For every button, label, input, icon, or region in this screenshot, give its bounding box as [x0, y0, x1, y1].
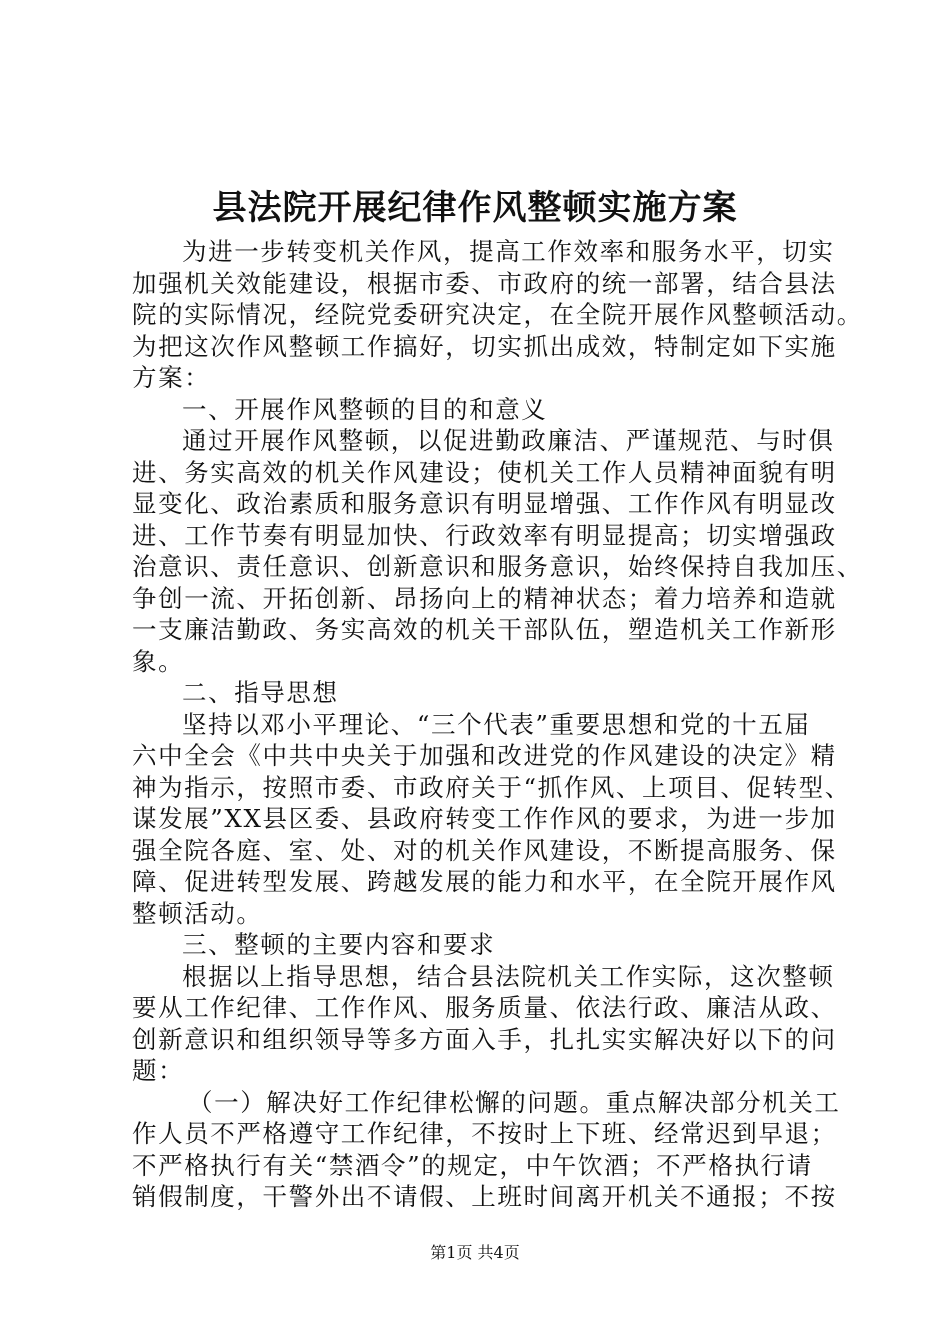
text-line: 创新意识和组织领导等多方面入手，扎扎实实解决好以下的问 [132, 1024, 837, 1054]
text-line: 坚持以邓小平理论、“三个代表”重要思想和党的十五届 [182, 709, 811, 739]
text-line: 强全院各庭、室、处、对的机关作风建设，不断提高服务、保 [132, 835, 837, 865]
text-line: 象。 [132, 646, 185, 676]
text-line: 方案： [132, 363, 211, 392]
text-line: （一）解决好工作纪律松懈的问题。重点解决部分机关工 [188, 1087, 841, 1117]
section-heading: 一、开展作风整顿的目的和意义 [182, 394, 548, 424]
text-line: 争创一流、开拓创新、昂扬向上的精神状态；着力培养和造就 [132, 583, 837, 613]
text-line: 进、务实高效的机关作风建设；使机关工作人员精神面貌有明 [132, 457, 837, 487]
text-line: 根据以上指导思想，结合县法院机关工作实际，这次整顿 [182, 961, 835, 991]
text-line: 加强机关效能建设，根据市委、市政府的统一部署，结合县法 [132, 268, 837, 298]
text-line: 进、工作节奏有明显加快、行政效率有明显提高；切实增强政 [132, 520, 837, 550]
text-line: 不严格执行有关“禁酒令”的规定，中午饮酒；不严格执行请 [132, 1150, 813, 1180]
text-line: 要从工作纪律、工作作风、服务质量、依法行政、廉洁从政、 [132, 993, 837, 1022]
text-line: 障、促进转型发展、跨越发展的能力和水平，在全院开展作风 [132, 867, 837, 896]
text-line: 显变化、政治素质和服务意识有明显增强、工作作风有明显改 [132, 489, 837, 518]
text-line: 为进一步转变机关作风，提高工作效率和服务水平，切实 [182, 237, 835, 266]
text-line: 一支廉洁勤政、务实高效的机关干部队伍，塑造机关工作新形 [132, 615, 837, 644]
text-line: 神为指示，按照市委、市政府关于“抓作风、上项目、促转型、 [132, 772, 851, 802]
text-line: 治意识、责任意识、创新意识和服务意识，始终保持自我加压、 [132, 552, 863, 581]
text-line: 六中全会《中共中央关于加强和改进党的作风建设的决定》精 [132, 741, 837, 770]
section-heading: 二、指导思想 [182, 678, 339, 707]
text-line: 谋发展”XX县区委、县政府转变工作作风的要求，为进一步加 [132, 804, 837, 833]
text-line: 销假制度，干警外出不请假、上班时间离开机关不通报；不按 [132, 1182, 837, 1211]
text-line: 作人员不严格遵守工作纪律，不按时上下班、经常迟到早退； [132, 1119, 837, 1148]
document-title: 县法院开展纪律作风整顿实施方案 [212, 188, 738, 228]
text-line: 通过开展作风整顿，以促进勤政廉洁、严谨规范、与时俱 [182, 426, 835, 455]
page-footer: 第1页 共4页 [430, 1243, 520, 1262]
text-line: 题： [132, 1056, 185, 1085]
text-line: 整顿活动。 [132, 898, 263, 928]
text-line: 院的实际情况，经院党委研究决定，在全院开展作风整顿活动。 [132, 300, 863, 329]
text-line: 为把这次作风整顿工作搞好，切实抓出成效，特制定如下实施 [132, 331, 837, 361]
section-heading: 三、整顿的主要内容和要求 [182, 930, 496, 959]
document-body [132, 236, 863, 1213]
